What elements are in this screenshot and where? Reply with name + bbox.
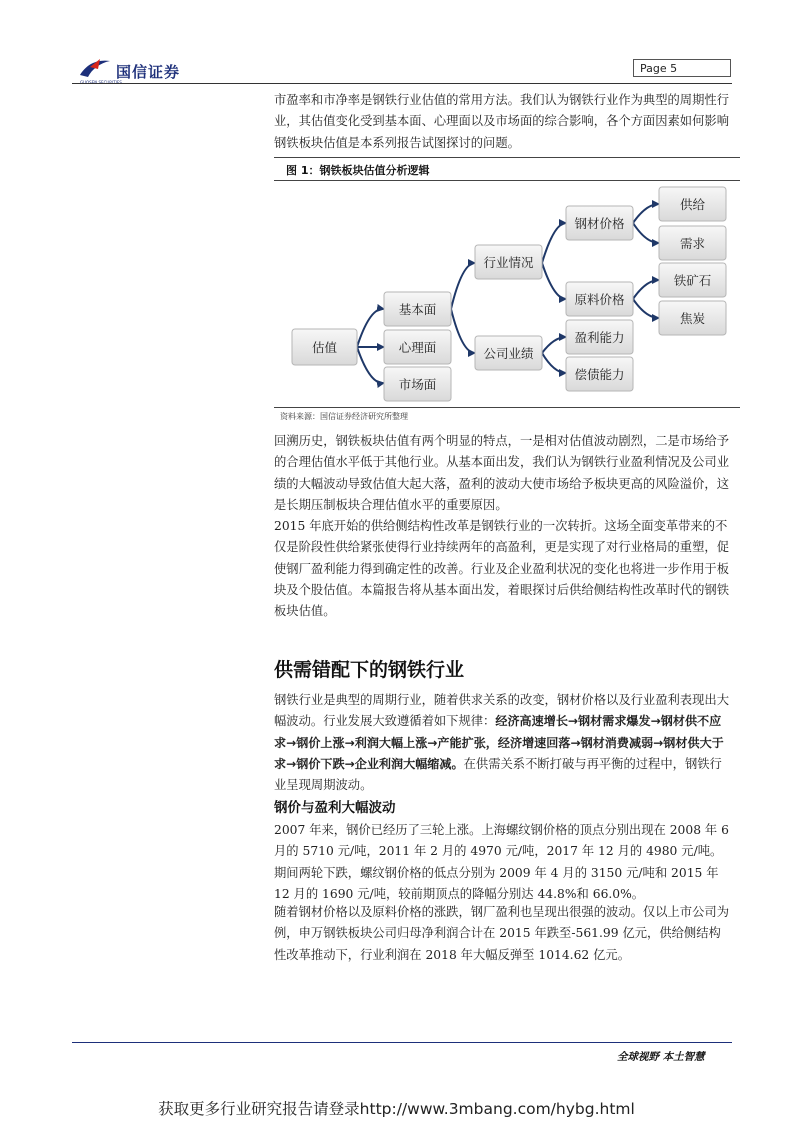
download-watermark: 获取更多行业研究报告请登录http://www.3mbang.com/hybg.html [158, 1100, 635, 1118]
history-paragraph: 回溯历史，钢铁板块估值有两个明显的特点，一是相对估值波动剧烈，二是市场给予的合理估值水平低于其他行业。从基本面出发，我们认为钢铁行业盈利情况及公司业绩的大幅波动导致估值大起大落，盈利的波动大使市场给予板块更高的风险溢价，这是长期压制板块合理估值水平的重要原因。 [274, 434, 729, 512]
svg-text:需求: 需求 [679, 236, 706, 251]
node-psychological [384, 330, 451, 364]
cycle-paragraph [274, 690, 732, 796]
figure-source: 资料来源：国信证券经济研究所整理 [280, 412, 408, 421]
arrow-steel-supply [633, 204, 659, 223]
logo-icon [78, 57, 112, 79]
node-fundamental [384, 292, 451, 326]
arrow-valuation-market [357, 347, 384, 383]
header-divider [72, 83, 732, 84]
arrow-company-solvency [542, 353, 566, 373]
arrow-company-profit [542, 337, 566, 353]
footer-slogan: 全球视野 本土智慧 [617, 1051, 705, 1063]
arrow-fundamental-industry [451, 263, 475, 309]
svg-text:行业情况: 行业情况 [483, 255, 534, 270]
svg-text:钢材价格: 钢材价格 [574, 216, 625, 231]
node-demand [659, 226, 726, 260]
price-paragraph: 2007 年来，钢价已经历了三轮上涨。上海螺纹钢价格的顶点分别出现在 2008 年 6 月的 5710 元/吨，2011 年 2 月的 4970 元/吨，2017 年 12 月的 4980 元/吨。期间两轮下跌，螺纹钢价格的低点分别为 2009 年 4 月的 3150 元/吨和 2015 年 12 月的 1690 元/吨，较前期顶点的降幅分别达 44.8%和 66.0%。 [274, 823, 729, 901]
node-market [384, 367, 451, 401]
node-valuation [292, 329, 357, 365]
cycle-intro-text: 钢铁行业是典型的周期行业，随着供求关系的改变，钢材价格以及行业盈利表现出大幅波动。行业发展大致遵循着如下规律： [274, 693, 729, 729]
svg-text:铁矿石: 铁矿石 [673, 273, 712, 288]
figure-top-rule [274, 157, 740, 158]
arrow-raw-coke [633, 299, 659, 318]
node-steel-price [566, 206, 633, 240]
svg-text:焦炭: 焦炭 [679, 311, 706, 326]
node-raw-price [566, 282, 633, 316]
reform-paragraph: 2015 年底开始的供给侧结构性改革是钢铁行业的一次转折。这场全面变革带来的不仅是阶段性供给紧张使得行业持续两年的高盈利，更是实现了对行业格局的重塑，促使钢厂盈利能力得到确定性的改善。行业及企业盈利状况的变化也将进一步作用于板块及个股估值。本篇报告将从基本面出发，着眼探讨后供给侧结构性改革时代的钢铁板块估值。 [274, 519, 729, 619]
arrow-valuation-fundamental [357, 309, 384, 347]
node-solvency [566, 357, 633, 391]
cycle-chain-text: 经济高速增长→钢材需求爆发→钢材供不应求→钢价上涨→利润大幅上涨→产能扩张，经济增速回落→钢材消费减弱→钢材供大于求→钢价下跌→企业利润大幅缩减。 [274, 714, 724, 771]
svg-text:盈利能力: 盈利能力 [574, 330, 625, 345]
svg-text:估值: 估值 [311, 340, 338, 355]
svg-text:供给: 供给 [679, 197, 706, 212]
arrow-raw-ironore [633, 280, 659, 299]
figure-bottom-rule [274, 407, 740, 408]
node-iron-ore [659, 263, 726, 297]
cycle-end-text: 在供需关系不断打破与再平衡的过程中，钢铁行业呈现周期波动。 [274, 756, 722, 793]
svg-text:心理面: 心理面 [398, 340, 437, 355]
arrow-fundamental-company [451, 309, 475, 353]
logo-subtext: GUOSEN SECURITIES [80, 80, 122, 85]
svg-text:市场面: 市场面 [398, 377, 437, 392]
svg-text:偿债能力: 偿债能力 [574, 367, 625, 382]
profit-paragraph: 随着钢材价格以及原料价格的涨跌，钢厂盈利也呈现出很强的波动。仅以上市公司为例，申万钢铁板块公司归母净利润合计在 2015 年跌至-561.99 亿元，供给侧结构性改革推动下，行业利润在 2018 年大幅反弹至 1014.62 亿元。 [274, 905, 729, 962]
arrow-industry-raw [542, 263, 566, 299]
node-company [475, 336, 542, 370]
node-coke [659, 301, 726, 335]
valuation-logic-diagram [274, 181, 740, 410]
svg-text:基本面: 基本面 [398, 302, 437, 317]
svg-text:原料价格: 原料价格 [574, 292, 625, 307]
arrow-industry-steel [542, 223, 566, 263]
section-title: 供需错配下的钢铁行业 [274, 659, 465, 681]
intro-paragraph: 市盈率和市净率是钢铁行业估值的常用方法。我们认为钢铁行业作为典型的周期性行业，其估值变化受到基本面、心理面以及市场面的综合影响，各个方面因素如何影响钢铁板块估值是本系列报告试图探讨的问题。 [274, 93, 729, 150]
node-profitability [566, 320, 633, 354]
page-number: Page 5 [633, 59, 731, 77]
subsection-title: 钢价与盈利大幅波动 [274, 800, 396, 816]
logo-text: 国信证券 [116, 63, 181, 81]
svg-text:公司业绩: 公司业绩 [483, 346, 534, 361]
arrow-steel-demand [633, 223, 659, 243]
figure-title: 图 1：钢铁板块估值分析逻辑 [286, 164, 430, 177]
footer-divider [72, 1042, 732, 1043]
node-industry [475, 245, 542, 279]
node-supply [659, 187, 726, 221]
